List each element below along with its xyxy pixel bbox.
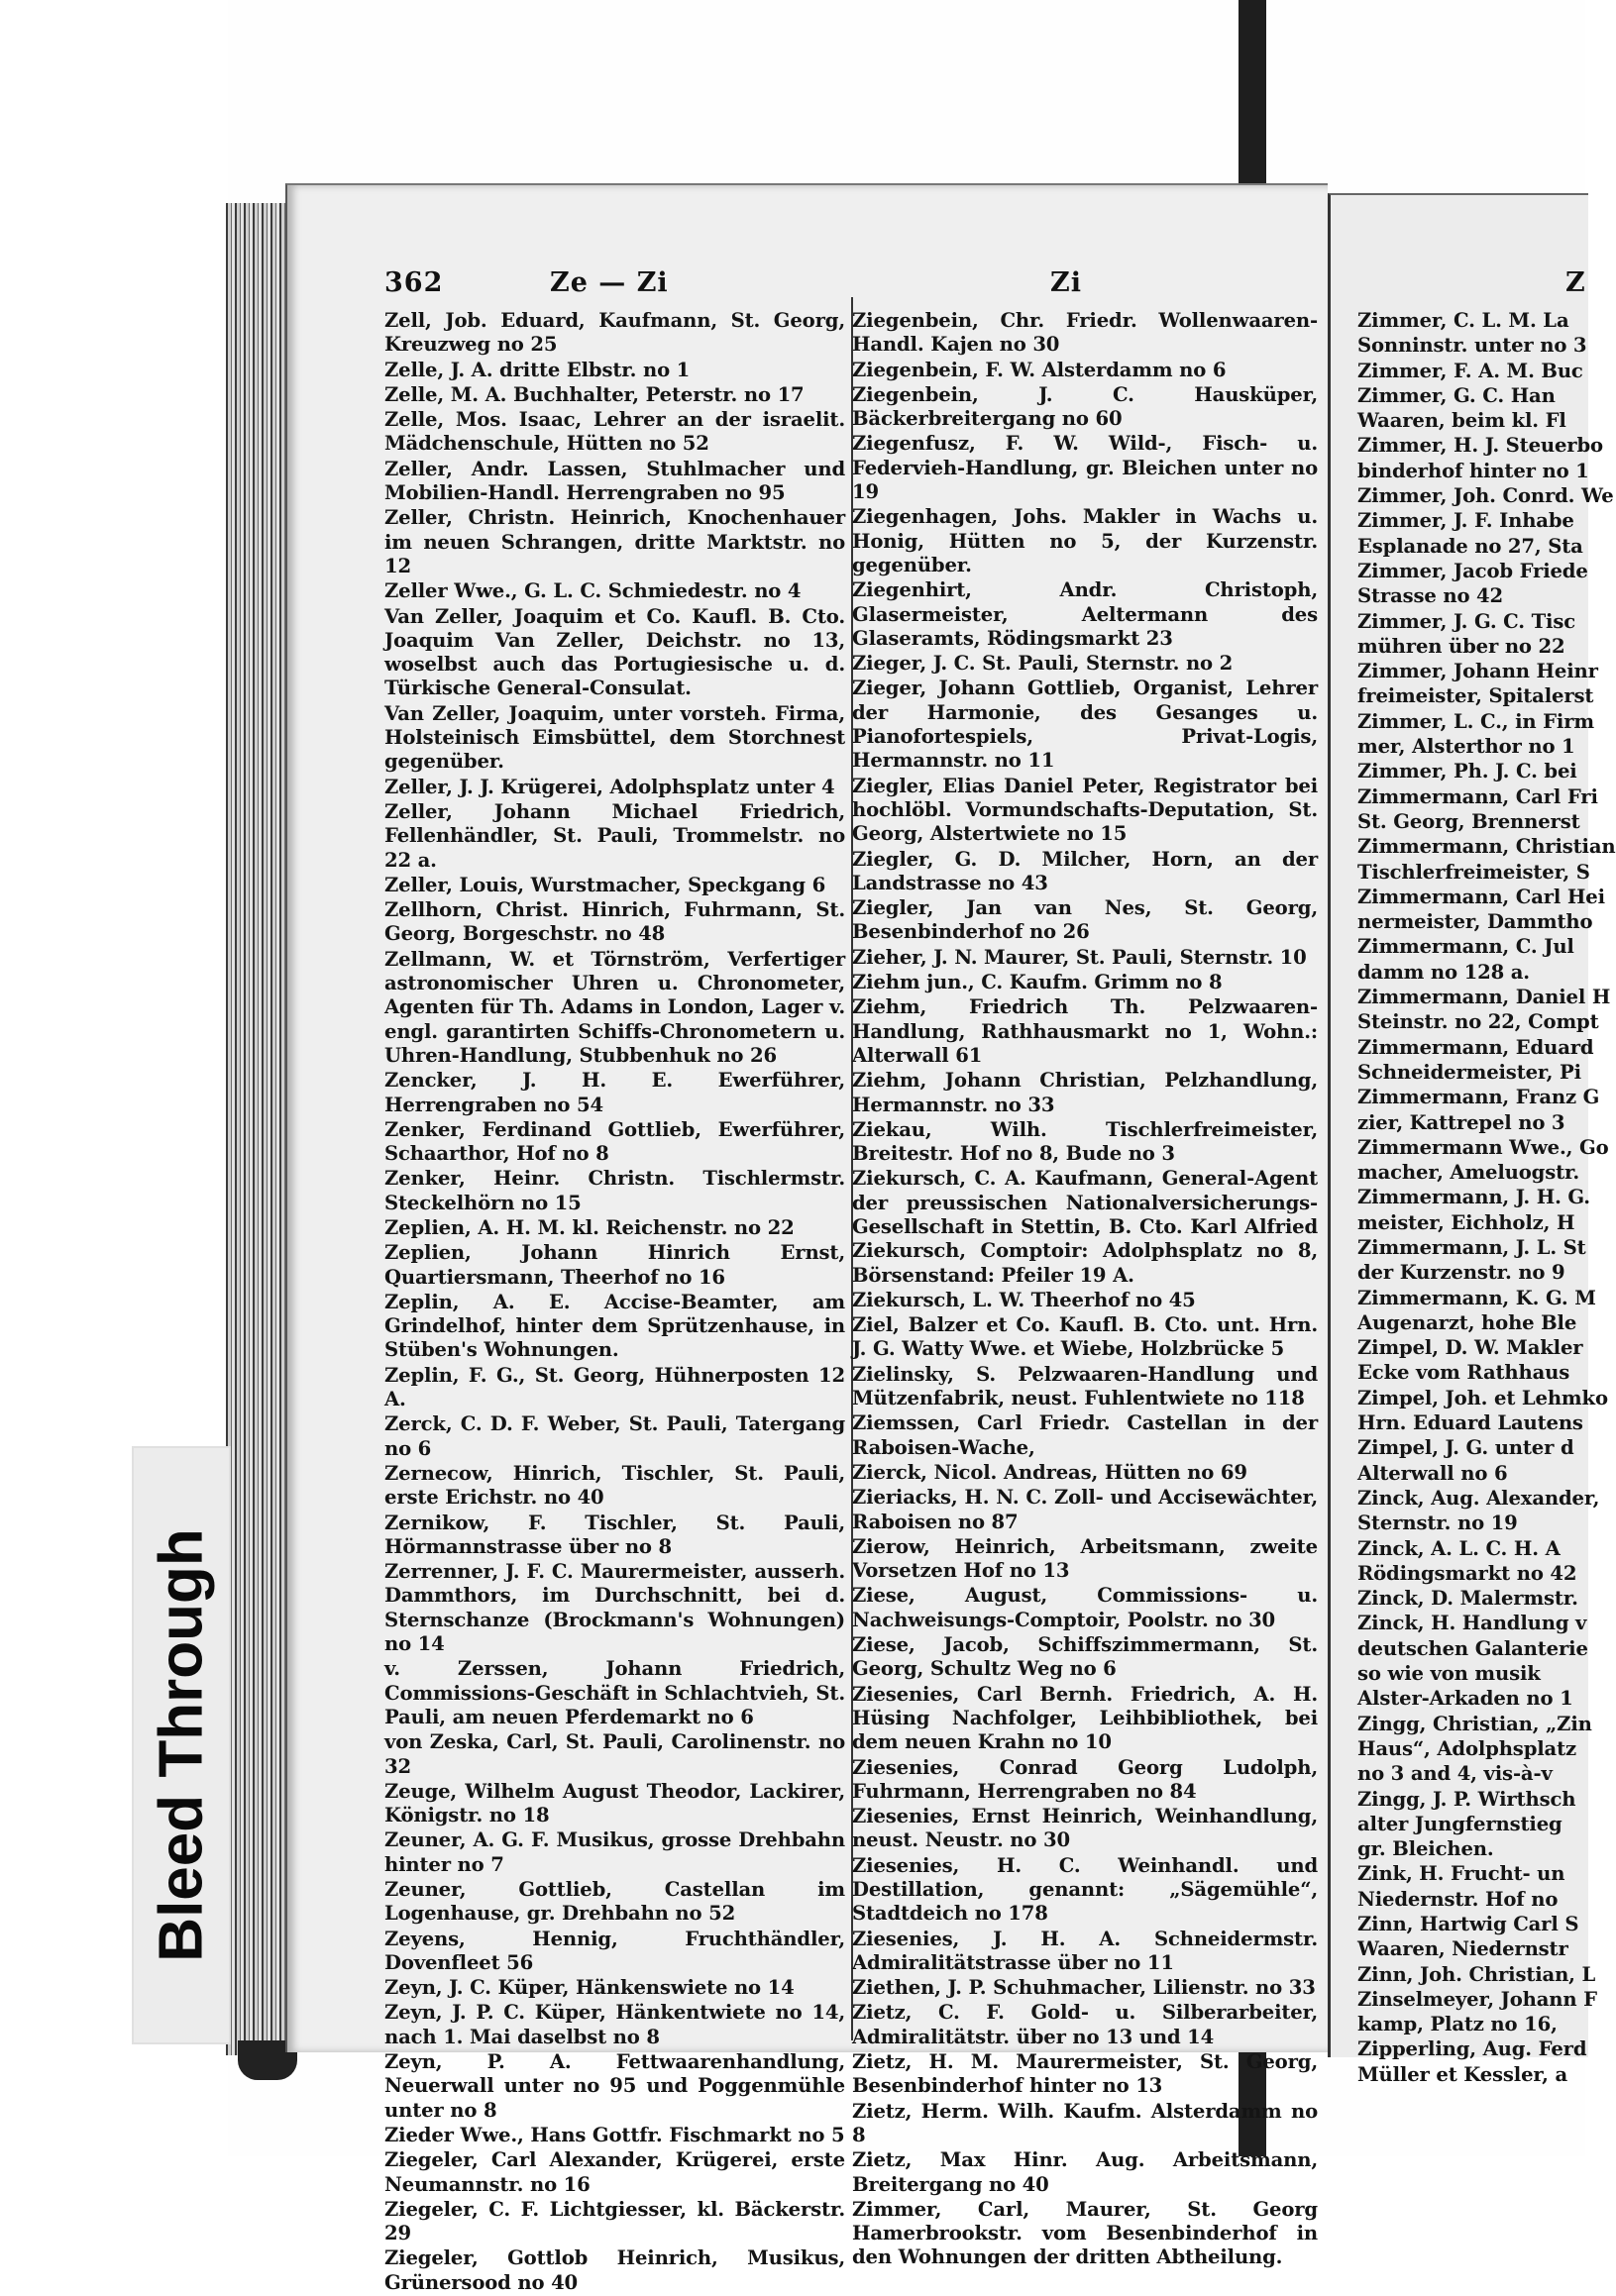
directory-entry: von Zeska, Carl, St. Pauli, Carolinenstr. no 32 bbox=[384, 1730, 845, 1778]
directory-entry: Zietz, C. F. Gold- u. Silberarbeiter, Admiralitätstr. über no 13 und 14 bbox=[852, 2001, 1318, 2048]
directory-entry: Zimmer, H. J. Steuerbo bbox=[1357, 434, 1603, 458]
directory-entry: Zenker, Heinr. Christn. Tischlermstr. Steckelhörn no 15 bbox=[384, 1167, 845, 1214]
directory-entry: freimeister, Spitalerst bbox=[1357, 684, 1594, 708]
directory-entry: Zinck, D. Malermstr. bbox=[1357, 1587, 1578, 1611]
directory-entry: Ziegenfusz, F. W. Wild-, Fisch- u. Federvieh-Handlung, gr. Bleichen unter no 19 bbox=[852, 432, 1318, 504]
directory-entry: Ziegeler, Carl Alexander, Krügerei, erste Neumannstr. no 16 bbox=[384, 2148, 845, 2196]
directory-entry: Ziegenbein, F. W. Alsterdamm no 6 bbox=[852, 358, 1227, 381]
directory-entry: Zimmer, F. A. M. Buc bbox=[1357, 359, 1583, 382]
directory-entry: Zellmann, W. et Törnström, Verfertiger astronomischer Uhren u. Chronometer, Agenten für Th. Adams in London, Lager v. engl. garantirten Schiffs-Chronometern u. Uhren-Handlung, Stubbenhuk no 26 bbox=[384, 947, 845, 1067]
bleed-through-text: Bleed Through bbox=[147, 1528, 216, 1962]
directory-entry: Zerck, C. D. F. Weber, St. Pauli, Tatergang no 6 bbox=[384, 1412, 845, 1460]
directory-entry: Zernikow, F. Tischler, St. Pauli, Hörmannstrasse über no 8 bbox=[384, 1511, 845, 1558]
directory-entry: Alterwall no 6 bbox=[1357, 1461, 1508, 1485]
directory-entry: mer, Alsterthor no 1 bbox=[1357, 735, 1575, 759]
directory-entry: Sonninstr. unter no 3 bbox=[1357, 334, 1587, 358]
directory-entry: meister, Eichholz, H bbox=[1357, 1210, 1575, 1234]
directory-entry: Zelle, Mos. Isaac, Lehrer an der israelit. Mädchenschule, Hütten no 52 bbox=[384, 408, 845, 456]
directory-entry: der Kurzenstr. no 9 bbox=[1357, 1261, 1565, 1285]
directory-entry: Steinstr. no 22, Compt bbox=[1357, 1010, 1599, 1034]
directory-entry: Zimmer, J. G. C. Tisc bbox=[1357, 609, 1576, 633]
directory-entry: Ziesenies, Conrad Georg Ludolph, Fuhrmann, Herrengraben no 84 bbox=[852, 1755, 1318, 1803]
left-column bbox=[384, 309, 845, 2296]
directory-entry: Zinck, A. L. C. H. A bbox=[1357, 1536, 1561, 1560]
directory-entry: Zimmermann Wwe., Go bbox=[1357, 1135, 1609, 1159]
directory-entry: Zietz, Herm. Wilh. Kaufm. Alsterdamm no 8 bbox=[852, 2099, 1318, 2146]
directory-entry: Zeplien, A. H. M. kl. Reichenstr. no 22 bbox=[384, 1215, 795, 1239]
facing-page-header: Z bbox=[1565, 267, 1586, 298]
directory-entry: Ziesenies, J. H. A. Schneidermstr. Admiralitätstrasse über no 11 bbox=[852, 1927, 1318, 1974]
directory-entry: Zenker, Ferdinand Gottlieb, Ewerführer, Schaarthor, Hof no 8 bbox=[384, 1117, 845, 1166]
directory-entry: Ziese, Jacob, Schiffszimmermann, St. Georg, Schultz Weg no 6 bbox=[852, 1633, 1318, 1681]
directory-entry: Ziekursch, L. W. Theerhof no 45 bbox=[852, 1288, 1196, 1311]
directory-entry: Zimmermann, C. Jul bbox=[1357, 935, 1574, 959]
page-header-range: Ze — Zi bbox=[550, 267, 669, 298]
directory-entry: Augenarzt, hohe Ble bbox=[1357, 1310, 1577, 1334]
directory-entry: Ziehm, Johann Christian, Pelzhandlung, Hermannstr. no 33 bbox=[852, 1069, 1318, 1116]
middle-column bbox=[852, 309, 1318, 2271]
directory-entry: Zinck, H. Handlung v bbox=[1357, 1612, 1587, 1635]
directory-entry: Zimmer, Carl, Maurer, St. Georg Hamerbrookstr. vom Besenbinderhof in den Wohnungen der dritten Abtheilung. bbox=[852, 2197, 1318, 2269]
directory-entry: Ziegler, Jan van Nes, St. Georg, Besenbinderhof no 26 bbox=[852, 896, 1318, 944]
directory-entry: Alster-Arkaden no 1 bbox=[1357, 1687, 1573, 1711]
directory-entry: alter Jungfernstieg bbox=[1357, 1812, 1562, 1835]
facing-page-column bbox=[1357, 309, 1616, 2088]
directory-entry: Ziel, Balzer et Co. Kaufl. B. Cto. unt. Hrn. J. G. Watty Wwe. et Wiebe, Holzbrücke 5 bbox=[852, 1313, 1318, 1361]
directory-entry: Ziegeler, Gottlob Heinrich, Musikus, Grünersood no 40 bbox=[384, 2246, 845, 2294]
directory-entry: binderhof hinter no 1 bbox=[1357, 459, 1589, 482]
directory-entry: kamp, Platz no 16, bbox=[1357, 2013, 1558, 2036]
directory-entry: no 3 and 4, vis-à-v bbox=[1357, 1762, 1553, 1786]
directory-entry: Zeller, Andr. Lassen, Stuhlmacher und Mobilien-Handl. Herrengraben no 95 bbox=[384, 457, 845, 505]
directory-entry: Zimmermann, J. H. G. bbox=[1357, 1186, 1590, 1209]
directory-entry: Zeplin, A. E. Accise-Beamter, am Grindelhof, hinter dem Sprützenhause, in Stüben's Wohnungen. bbox=[384, 1290, 845, 1362]
directory-entry: Zeyn, J. P. C. Küper, Hänkentwiete no 14, nach 1. Mai daselbst no 8 bbox=[384, 2001, 845, 2048]
directory-entry: Zeuner, A. G. F. Musikus, grosse Drehbahn hinter no 7 bbox=[384, 1828, 845, 1876]
bleed-through-label bbox=[132, 1446, 231, 2044]
directory-entry: Zieriacks, H. N. C. Zoll- und Accisewächter, Raboisen no 87 bbox=[852, 1486, 1318, 1533]
directory-entry: Zinselmeyer, Johann F bbox=[1357, 1987, 1597, 2011]
directory-entry: Ziegenbein, J. C. Hausküper, Bäckerbreitergang no 60 bbox=[852, 382, 1318, 431]
directory-entry: Ziehm jun., C. Kaufm. Grimm no 8 bbox=[852, 971, 1223, 994]
directory-entry: Zimmer, Jacob Friede bbox=[1357, 559, 1588, 582]
directory-entry: nermeister, Dammtho bbox=[1357, 910, 1593, 934]
directory-entry: St. Georg, Brennerst bbox=[1357, 809, 1580, 833]
directory-entry: Zimmermann, Christian bbox=[1357, 835, 1616, 859]
directory-entry: Zinn, Joh. Christian, L bbox=[1357, 1962, 1596, 1986]
directory-entry: Haus“, Adolphsplatz bbox=[1357, 1736, 1576, 1760]
directory-entry: Zinn, Hartwig Carl S bbox=[1357, 1913, 1579, 1935]
directory-entry: Zeller, Christn. Heinrich, Knochenhauer im neuen Schrangen, dritte Marktstr. no 12 bbox=[384, 506, 845, 577]
directory-entry: Zimmermann, Carl Fri bbox=[1357, 784, 1598, 808]
directory-entry: Ziesenies, Carl Bernh. Friedrich, A. H. Hüsing Nachfolger, Leihbibliothek, bei dem neuen Krahn no 10 bbox=[852, 1682, 1318, 1754]
directory-entry: Zeyn, P. A. Fettwaarenhandlung, Neuerwall unter no 95 und Poggenmühle unter no 8 bbox=[384, 2050, 845, 2122]
directory-entry: Ziekau, Wilh. Tischlerfreimeister, Breitestr. Hof no 8, Bude no 3 bbox=[852, 1117, 1318, 1166]
directory-entry: Zeller, Johann Michael Friedrich, Fellenhändler, St. Pauli, Trommelstr. no 22 a. bbox=[384, 799, 845, 872]
directory-entry: mühren über no 22 bbox=[1357, 634, 1565, 658]
directory-entry: Zimmer, C. L. M. La bbox=[1357, 309, 1569, 332]
directory-entry: deutschen Galanterie bbox=[1357, 1636, 1588, 1660]
directory-entry: Ziehm, Friedrich Th. Pelzwaaren-Handlung, Rathhausmarkt no 1, Wohn.: Alterwall 61 bbox=[852, 995, 1318, 1067]
directory-entry: Zeller, J. J. Krügerei, Adolphsplatz unter 4 bbox=[384, 775, 835, 798]
directory-entry: Ziegenbein, Chr. Friedr. Wollenwaaren-Handl. Kajen no 30 bbox=[852, 309, 1318, 357]
directory-entry: Zimmer, Johann Heinr bbox=[1357, 660, 1598, 683]
directory-entry: Ziegenhagen, Johs. Makler in Wachs u. Honig, Hütten no 5, der Kurzenstr. gegenüber. bbox=[852, 505, 1318, 576]
directory-entry: Zimpel, J. G. unter d bbox=[1357, 1436, 1574, 1460]
directory-entry: Niedernstr. Hof no bbox=[1357, 1887, 1559, 1911]
directory-entry: Zimmer, Ph. J. C. bei bbox=[1357, 760, 1577, 783]
directory-entry: Zieher, J. N. Maurer, St. Pauli, Sternstr. 10 bbox=[852, 945, 1307, 969]
directory-entry: Zeuner, Gottlieb, Castellan im Logenhause, gr. Drehbahn no 52 bbox=[384, 1878, 845, 1926]
directory-entry: Ziemssen, Carl Friedr. Castellan in der Raboisen-Wache, bbox=[852, 1411, 1318, 1459]
directory-entry: Zimmer, G. C. Han bbox=[1357, 383, 1556, 407]
directory-entry: Zelle, J. A. dritte Elbstr. no 1 bbox=[384, 358, 691, 381]
page-edges bbox=[226, 203, 285, 2055]
directory-entry: Zieder Wwe., Hans Gottfr. Fischmarkt no 5 bbox=[384, 2123, 845, 2146]
directory-entry: Ziegler, Elias Daniel Peter, Registrator bei hochlöbl. Vormundschafts-Deputation, St. Georg, Alstertwiete no 15 bbox=[852, 774, 1318, 846]
directory-entry: Zietz, H. M. Maurermeister, St. Georg, Besenbinderhof hinter no 13 bbox=[852, 2050, 1318, 2098]
directory-entry: damm no 128 a. bbox=[1357, 960, 1530, 984]
directory-entry: Zingg, Christian, „Zin bbox=[1357, 1712, 1592, 1735]
directory-entry: Zeplin, F. G., St. Georg, Hühnerposten 12 A. bbox=[384, 1363, 845, 1411]
directory-entry: Ziegenhirt, Andr. Christoph, Glasermeister, Aeltermann des Glaseramts, Rödingsmarkt 23 bbox=[852, 578, 1318, 650]
directory-entry: Zimmermann, Daniel H bbox=[1357, 986, 1611, 1009]
directory-entry: Zeplien, Johann Hinrich Ernst, Quartiersmann, Theerhof no 16 bbox=[384, 1241, 845, 1289]
directory-entry: Sternstr. no 19 bbox=[1357, 1512, 1518, 1535]
page-header-letters: Zi bbox=[1050, 267, 1082, 298]
directory-entry: Zierow, Heinrich, Arbeitsmann, zweite Vorsetzen Hof no 13 bbox=[852, 1534, 1318, 1583]
directory-entry: Zell, Job. Eduard, Kaufmann, St. Georg, Kreuzweg no 25 bbox=[384, 309, 845, 357]
directory-entry: Ziethen, J. P. Schuhmacher, Lilienstr. no 33 bbox=[852, 1976, 1316, 2000]
directory-entry: Ziegler, G. D. Milcher, Horn, an der Landstrasse no 43 bbox=[852, 847, 1318, 894]
directory-entry: Zimmer, Joh. Conrd. We bbox=[1357, 484, 1614, 508]
directory-entry: Zernecow, Hinrich, Tischler, St. Pauli, erste Erichstr. no 40 bbox=[384, 1461, 845, 1510]
directory-entry: Tischlerfreimeister, S bbox=[1357, 860, 1590, 884]
directory-entry: Waaren, beim kl. Fl bbox=[1357, 409, 1566, 433]
directory-entry: Zimpel, Joh. et Lehmko bbox=[1357, 1386, 1608, 1409]
directory-entry: Zieger, Johann Gottlieb, Organist, Lehrer der Harmonie, des Gesanges u. Pianofortespiels, Privat-Logis, Hermannstr. no 11 bbox=[852, 677, 1318, 773]
directory-entry: Schneidermeister, Pi bbox=[1357, 1060, 1581, 1084]
directory-entry: Zielinsky, S. Pelzwaaren-Handlung und Mützenfabrik, neust. Fuhlentwiete no 118 bbox=[852, 1362, 1318, 1410]
directory-entry: Esplanade no 27, Sta bbox=[1357, 534, 1583, 558]
directory-entry: Ziesenies, H. C. Weinhandl. und Destillation, genannt: „Sägemühle“, Stadtdeich no 178 bbox=[852, 1853, 1318, 1926]
directory-entry: Ziesenies, Ernst Heinrich, Weinhandlung, neust. Neustr. no 30 bbox=[852, 1805, 1318, 1852]
directory-entry: Zietz, Max Hinr. Aug. Arbeitsmann, Breitergang no 40 bbox=[852, 2148, 1318, 2196]
directory-entry: Hrn. Eduard Lautens bbox=[1357, 1411, 1583, 1435]
directory-entry: Müller et Kessler, a bbox=[1357, 2062, 1568, 2086]
directory-entry: Zeller, Louis, Wurstmacher, Speckgang 6 bbox=[384, 873, 826, 896]
directory-entry: Van Zeller, Joaquim, unter vorsteh. Firma, Holsteinisch Eimsbüttel, dem Storchnest gegenüber. bbox=[384, 701, 845, 774]
directory-entry: Zeyens, Hennig, Fruchthändler, Dovenfleet 56 bbox=[384, 1927, 845, 1974]
directory-entry: Zimpel, D. W. Makler bbox=[1357, 1336, 1583, 1360]
directory-entry: Strasse no 42 bbox=[1357, 584, 1504, 608]
directory-entry: Zieger, J. C. St. Pauli, Sternstr. no 2 bbox=[852, 652, 1234, 676]
directory-entry: Zimmermann, K. G. M bbox=[1357, 1286, 1596, 1309]
directory-entry: Zelle, M. A. Buchhalter, Peterstr. no 17 bbox=[384, 382, 805, 406]
directory-entry: Waaren, Niedernstr bbox=[1357, 1937, 1568, 1961]
directory-entry: Rödingsmarkt no 42 bbox=[1357, 1561, 1577, 1585]
page-number: 362 bbox=[384, 267, 444, 298]
directory-entry: Ziekursch, C. A. Kaufmann, General-Agent der preussischen Nationalversicherungs-Gesellschaft in Stettin, B. Cto. Karl Alfried Ziekursch, Comptoir: Adolphsplatz no 8, Börsenstand: Pfeiler 19 A. bbox=[852, 1167, 1318, 1287]
directory-entry: v. Zerssen, Johann Friedrich, Commissions-Geschäft in Schlachtvieh, St. Pauli, am neuen Pferdemarkt no 6 bbox=[384, 1657, 845, 1728]
directory-entry: Zipperling, Aug. Ferd bbox=[1357, 2037, 1587, 2061]
directory-entry: Zimmermann, J. L. St bbox=[1357, 1235, 1586, 1259]
directory-entry: Zimmermann, Carl Hei bbox=[1357, 885, 1605, 908]
directory-entry: zier, Kattrepel no 3 bbox=[1357, 1110, 1565, 1134]
directory-entry: Zingg, J. P. Wirthsch bbox=[1357, 1787, 1576, 1811]
directory-entry: Zerrenner, J. F. C. Maurermeister, ausserh. Dammthors, im Durchschnitt, bei d. Sternschanze (Brockmann's Wohnungen) no 14 bbox=[384, 1560, 845, 1656]
directory-entry: macher, Ameluogstr. bbox=[1357, 1161, 1580, 1185]
directory-entry: Zencker, J. H. E. Ewerführer, Herrengraben no 54 bbox=[384, 1069, 845, 1116]
directory-entry: Zellhorn, Christ. Hinrich, Fuhrmann, St. Georg, Borgeschstr. no 48 bbox=[384, 898, 845, 946]
directory-entry: Van Zeller, Joaquim et Co. Kaufl. B. Cto. Joaquim Van Zeller, Deichstr. no 13, woselbst auch das Portugiesische u. d. Türkische General-Consulat. bbox=[384, 604, 845, 700]
directory-entry: so wie von musik bbox=[1357, 1662, 1541, 1686]
directory-entry: Zimmer, J. F. Inhabe bbox=[1357, 509, 1574, 533]
directory-entry: Zeyn, J. C. Küper, Hänkenswiete no 14 bbox=[384, 1976, 795, 2000]
directory-entry: Ecke vom Rathhaus bbox=[1357, 1361, 1570, 1385]
directory-entry: Ziegeler, C. F. Lichtgiesser, kl. Bäckerstr. 29 bbox=[384, 2197, 845, 2245]
directory-entry: Zinck, Aug. Alexander, bbox=[1357, 1486, 1600, 1510]
directory-entry: Zink, H. Frucht- un bbox=[1357, 1862, 1565, 1886]
directory-entry: Zeller Wwe., G. L. C. Schmiedestr. no 4 bbox=[384, 579, 802, 603]
directory-entry: Zimmer, L. C., in Firm bbox=[1357, 709, 1594, 733]
directory-entry: Ziese, August, Commissions- u. Nachweisungs-Comptoir, Poolstr. no 30 bbox=[852, 1584, 1318, 1631]
directory-entry: Zierck, Nicol. Andreas, Hütten no 69 bbox=[852, 1460, 1247, 1484]
directory-entry: gr. Bleichen. bbox=[1357, 1837, 1494, 1861]
directory-entry: Zeuge, Wilhelm August Theodor, Lackirer, Königstr. no 18 bbox=[384, 1779, 845, 1827]
directory-entry: Zimmermann, Eduard bbox=[1357, 1035, 1594, 1059]
directory-entry: Zimmermann, Franz G bbox=[1357, 1086, 1600, 1109]
